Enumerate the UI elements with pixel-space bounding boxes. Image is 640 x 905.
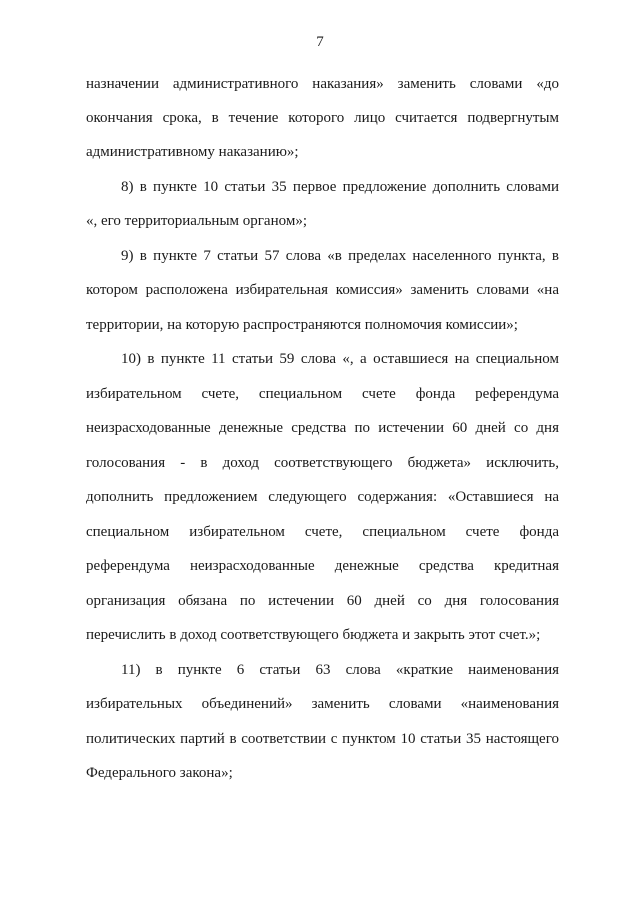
paragraph-line: избирательных объединений» заменить словами «наименования xyxy=(86,696,559,712)
paragraph-line: избирательном счете, специальном счете фонда референдума xyxy=(86,386,559,402)
paragraph-line: неизрасходованные денежные средства по истечении 60 дней со дня xyxy=(86,420,559,436)
paragraph-line: котором расположена избирательная комиссия» заменить словами «на xyxy=(86,282,559,298)
paragraph-line: территории, на которую распространяются полномочия комиссии»; xyxy=(86,317,518,333)
paragraph-line: административному наказанию»; xyxy=(86,144,299,160)
paragraph-line: специальном избирательном счете, специальном счете фонда xyxy=(86,524,559,540)
paragraph-line: Федерального закона»; xyxy=(86,765,233,781)
paragraph-line: 9) в пункте 7 статьи 57 слова «в пределах населенного пункта, в xyxy=(121,248,559,264)
page-number: 7 xyxy=(316,34,324,50)
paragraph-line: перечислить в доход соответствующего бюджета и закрыть этот счет.»; xyxy=(86,627,541,643)
paragraph-line: 8) в пункте 10 статьи 35 первое предложение дополнить словами xyxy=(121,179,559,195)
paragraph-line: голосования - в доход соответствующего бюджета» исключить, xyxy=(86,455,559,471)
paragraph-line: «, его территориальным органом»; xyxy=(86,213,307,229)
paragraph-line: 10) в пункте 11 статьи 59 слова «, а оставшиеся на специальном xyxy=(121,351,559,367)
paragraph-line: окончания срока, в течение которого лицо считается подвергнутым xyxy=(86,110,559,126)
paragraph-line: политических партий в соответствии с пунктом 10 статьи 35 настоящего xyxy=(86,731,559,747)
paragraph-line: назначении административного наказания» заменить словами «до xyxy=(86,76,559,92)
paragraph-line: референдума неизрасходованные денежные средства кредитная xyxy=(86,558,559,574)
paragraph-line: организация обязана по истечении 60 дней со дня голосования xyxy=(86,593,559,609)
paragraph-line: 11) в пункте 6 статьи 63 слова «краткие наименования xyxy=(121,662,559,678)
paragraph-line: дополнить предложением следующего содержания: «Оставшиеся на xyxy=(86,489,559,505)
